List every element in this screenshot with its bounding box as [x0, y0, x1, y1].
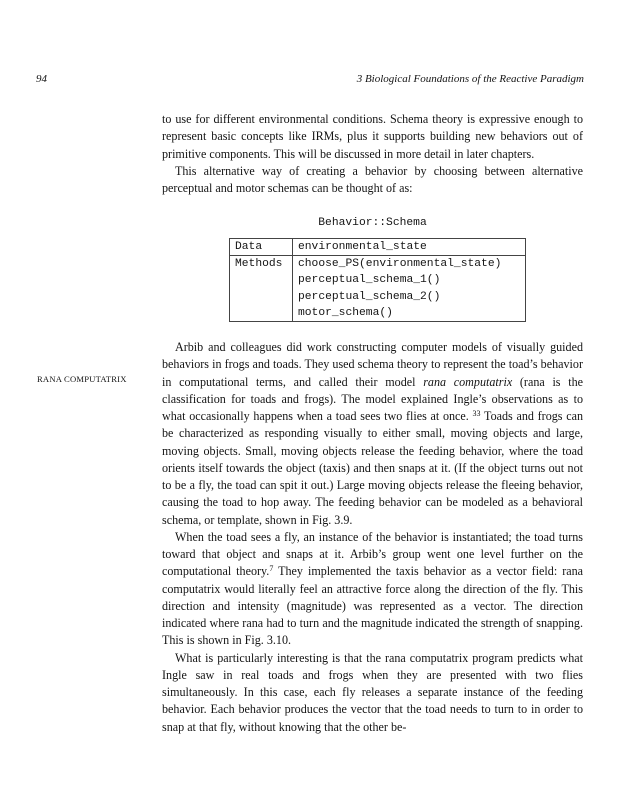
- schema-value-data: [293, 239, 526, 256]
- paragraph-5: What is particularly interesting is that the rana computatrix program predicts what Ingle saw in real toads and frogs when they are presented with two flies simultaneously. In this case, each fly releases a separate instance of the feeding behavior. Each behavior produces the vector that the toad needs to turn to in order to snap at that fly, without knowing that the other be-: [162, 650, 583, 734]
- schema-row-methods: [230, 256, 526, 322]
- citation-33: 33: [472, 409, 481, 418]
- schema-label-data: Data: [230, 239, 293, 256]
- paragraph-4: [162, 529, 583, 650]
- page-number: 94: [36, 73, 47, 85]
- p3-text-a: Arbib and colleagues did work constructing computer models of visually guided behaviors in frogs and toads. They used schema theory to represent the toad’s behavior in computational terms, and called their model: [162, 340, 583, 389]
- schema-method-3: perceptual_schema_2(): [298, 290, 441, 303]
- p3-text-b: (rana is the classification for toads and frogs). The model explained Ingle’s observations as to what occasionally happens when a toad sees two flies at once.: [162, 374, 583, 423]
- paragraph-1: to use for different environmental conditions. Schema theory is expressive enough to represent basic concepts like IRMs, plus it supports building new behaviors out of primitive components. This will be discussed in more detail in later chapters.: [162, 112, 583, 161]
- schema-row-data: [230, 239, 526, 256]
- schema-method-2: perceptual_schema_1(): [298, 274, 441, 287]
- schema-label-methods: Methods: [230, 256, 293, 322]
- schema-table: [229, 238, 526, 322]
- schema-data-value-1: environmental_state: [298, 241, 427, 253]
- margin-note: RANA COMPUTATRIX: [37, 374, 127, 384]
- p4-text-b: They implemented the taxis behavior as a vector field: rana computatrix would literally feel an attractive force along the direction of the fly. This direction and intensity (magnitude) was represented as a vector. The direction indicated where rana had to turn and the magnitude indicated the strength of snapping. This is shown in Fig. 3.10.: [162, 564, 584, 648]
- paragraph-3: [162, 339, 583, 529]
- schema-method-1: choose_PS(environmental_state): [298, 258, 502, 271]
- page-header: [36, 73, 584, 87]
- rana-computatrix-term: rana computatrix: [423, 374, 513, 389]
- p4-text-a: When the toad sees a fly, an instance of the behavior is instantiated; the toad turns toward that object and snaps at it. Arbib’s group went one level further on the computational theory.: [162, 529, 583, 579]
- paragraph-2: This alternative way of creating a behavior by choosing between alternative perceptual and motor schemas can be thought of as:: [162, 163, 583, 195]
- main-text: [162, 339, 583, 736]
- citation-7: 7: [269, 564, 274, 574]
- p3-text-c: Toads and frogs can be characterized as responding visually to either small, moving objects and large, moving objects. Small, moving objects release the feeding behavior, where the toad orients itself towards the object (taxis) and then snaps at it. (If the object turns out not to be a fly, the toad can spit it out.) Large moving objects release the fleeing behavior, causing the toad to hop away. The feeding behavior can be modeled as a behavioral schema, or template, shown in Fig. 3.9.: [162, 409, 584, 527]
- intro-text: [162, 111, 583, 197]
- schema-method-4: motor_schema(): [298, 306, 393, 319]
- running-head: 3 Biological Foundations of the Reactive Paradigm: [356, 73, 584, 85]
- schema-title: Behavior::Schema: [318, 217, 427, 229]
- schema-value-methods: [293, 256, 526, 322]
